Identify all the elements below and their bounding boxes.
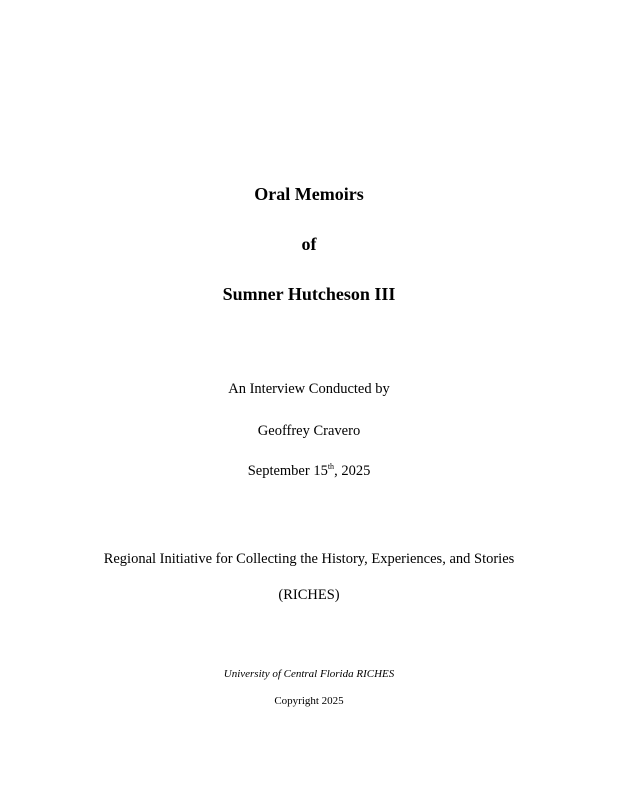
interview-date-ordinal: th xyxy=(327,462,335,472)
narrator-name: Sumner Hutcheson III xyxy=(222,284,396,304)
copyright-notice: Copyright 2025 xyxy=(274,695,344,707)
interview-conducted-by-label: An Interview Conducted by xyxy=(228,381,390,397)
memoir-title-connector: of xyxy=(301,234,317,254)
interview-date xyxy=(0,463,618,480)
interviewer-name: Geoffrey Cravero xyxy=(257,423,361,439)
memoir-title: Oral Memoirs xyxy=(254,184,364,204)
institution-name: University of Central Florida RICHES xyxy=(223,668,395,680)
program-full-name: Regional Initiative for Collecting the History, Experiences, and Stories xyxy=(103,551,515,567)
interview-date-month-day: September 15 xyxy=(247,463,328,479)
interview-date-year: , 2025 xyxy=(334,463,371,479)
program-acronym: (RICHES) xyxy=(278,587,340,603)
